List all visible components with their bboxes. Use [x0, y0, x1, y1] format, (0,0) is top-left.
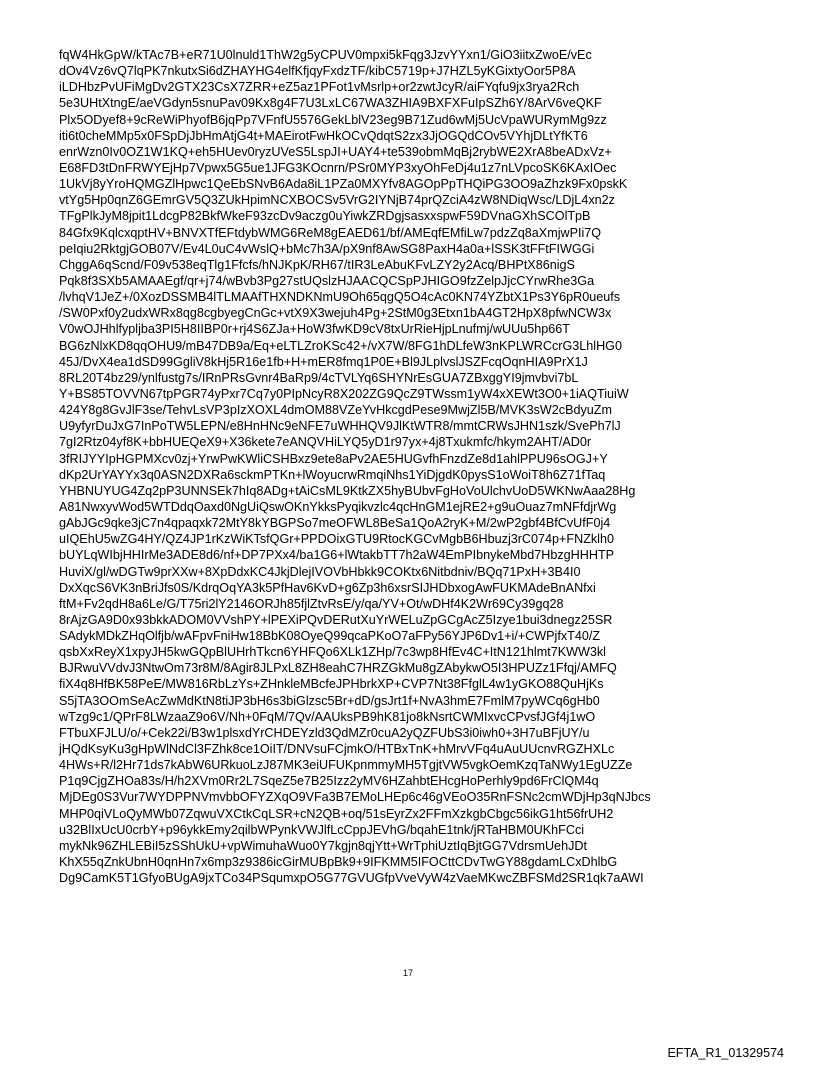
text-line: vtYg5Hp0qnZ6GEmrGV5Q3ZUkHpimNCXBOCSv5VrG2IYNjB74prQZciA4zW8NDiqWsc/LDjL4xn2z — [59, 193, 615, 208]
text-line: enrWzn0Iv0OZ1W1KQ+eh5HUev0ryzUVeS5LspJI+UAY4+te539obmMqBj2rybWE2XrA8beADxVz+ — [59, 144, 612, 159]
text-line: Pqk8f3SXb5AMAAEgf/qr+j74/wBvb3Pg27stUQslzHJAACQCSpPJHIGO9fzZelpJjcCYrwRhe3Ga — [59, 273, 595, 288]
text-line: bUYLqWIbjHHIrMe3ADE8d6/nf+DP7PXx4/ba1G6+lWtakbTT7h2aW4EmPIbnykeMbd7HbzgHHHTP — [59, 548, 615, 563]
text-line: A81NwxyvWod5WTDdqOaxd0NgUiQswOKnYkksPyqikvzlc4qcHnGM1ejRE2+g9uOuaz7mNFfdjrWg — [59, 499, 617, 514]
text-line: ftM+Fv2qdH8a6Le/G/T75ri2lY2146ORJh85fjlZtvRsE/y/qa/YV+Ot/wDHf4K2Wr69Cy39gq28 — [59, 596, 564, 611]
text-line: SAdykMDkZHqOlfjb/wAFpvFniHw18BbK08OyeQ99qcaPKoO7aFPy56YJP6Dv1+i/+CWPjfxT40/Z — [59, 629, 601, 644]
text-line: U9yfyrDuJxG7InPoTW5LEPN/e8HnHNc9eNFE7uWHHQV9JlKtWTR8/mmtCRWsJHN1szk/SvePh7lJ — [59, 419, 621, 434]
text-line: qsbXxReyX1xpyJH5kwGQpBlUHrhTkcn6YHFQo6XLk1ZHp/7c3wp8HfEv4C+ItN121hlmt7KWW3kl — [59, 645, 606, 660]
text-line: 84Gfx9KqlcxqptHV+BNVXTfEFtdybWMG6ReM8gEAED61/bf/AMEqfEMfiLw7pdzZq8aXmjwPIi7Q — [59, 225, 602, 240]
text-line: jHQdKsyKu3gHpWlNdCl3FZhk8ce1OiIT/DNVsuFCjmkO/HTBxTnK+hMrvVFq4uAuUUcnvRGZHXLc — [59, 742, 615, 757]
text-line: FTbuXFJLU/o/+Cek22i/B3w1plsxdYrCHDEYzld3QdMZr0cuA2yQZFUbS3i0iwh0+3H7uBFjUY/u — [59, 725, 590, 740]
text-line: 4HWs+R/l2Hr71ds7kAbW6URkuoLzJ87MK3eiUFUKpnmmyMH5TgjtVW5vgkOemKzqTaNWy1EgUZZe — [59, 758, 633, 773]
text-line: HuviX/gl/wDGTw9prXXw+8XpDdxKC4JkjDlejIVOVbHbkk9COKtx6Nitbdniv/BQq71PxH+3B4I0 — [59, 564, 581, 579]
text-line: dOv4Vz6vQ7lqPK7nkutxSi6dZHAYHG4elfKfjqyFxdzTF/kibC5719p+J7HZL5yKGixtyOor5P8A — [59, 64, 576, 79]
bates-number: EFTA_R1_01329574 — [667, 1046, 784, 1060]
text-line: S5jTA3OOmSeAcZwMdKtN8tiJP3bH6s3biGlzsc5Br+dD/gsJrt1f+NvA3hmE7FmlM7pyWCq6gHb0 — [59, 693, 600, 708]
text-line: peIqiu2RktgjGOB07V/Ev4L0uC4vWslQ+bMc7h3A/pX9nf8AwSG8PaxH4a0a+lSSK3tFFtFIWGGi — [59, 241, 595, 256]
text-line: KhX55qZnkUbnH0qnHn7x6mp3z9386icGirMUBpBk9+9IFKMM5IFOCttCDvTwGY88gdamLCxDhlbG — [59, 855, 618, 870]
text-line: MHP0qiVLoQyMWb07ZqwuVXCtkCqLSR+cN2QB+oq/51sEyrZx2FFmXzkgbCbgc56ikG1ht56frUH2 — [59, 806, 614, 821]
text-line: 7gI2Rtz04yf8K+bbHUEQeX9+X36kete7eANQVHiLYQ5yD1r97yx+4j8Txukmfc/hkym2AHT/AD0r — [59, 435, 592, 450]
text-line: 1UkVj8yYroHQMGZlHpwc1QeEbSNvB6Ada8iL1PZa0MXYfv8AGOpPpTHQiPG3OO9aZhzk9Fx0pskK — [59, 177, 628, 192]
text-line: BJRwuVVdvJ3NtwOm73r8M/8Agir8JLPxL8ZH8eahC7HRZGkMu8gZAbykwO5I3HPUZz1Ffqj/AMFQ — [59, 661, 617, 676]
text-line: 8RL20T4bz29/ynlfustg7s/IRnPRsGvnr4BaRp9/4cTVLYq6SHYNrEsGUA7ZBxggYI9jmvbvi7bL — [59, 370, 579, 385]
text-line: Dg9CamK5T1GfyoBUgA9jxTCo34PSqumxpO5G77GVUGfpVveVyW4zVaeMKwcZBFSMd2SR1qk7aAWI — [59, 871, 644, 886]
text-line: dKp2UrYAYYx3q0ASN2DXRa6sckmPTKn+lWoyucrwRmqiNhs1YiDjgdK0pysS1oWoiT8h6Z71fTaq — [59, 467, 606, 482]
text-line: /SW0Pxf0y2udxWRx8qg8cgbyegCnGc+vtX9X3wejuh4Pg+2StM0g3Etxn1bA4GT2HpX8pfwNCW3x — [59, 306, 612, 321]
text-line: YHBNUYUG4Zq2pP3UNNSEk7hIq8ADg+tAiCsML9KtkZX5hyBUbvFgHoVoUlchvUoD5WKNwAaa28Hg — [59, 483, 636, 498]
text-line: mykNk96ZHLEBiI5zSShUkU+vpWimuhaWuo0Y7kgjn8qjYtt+WrTphiUztIqBjtGG7VdrsmUehJDt — [59, 838, 587, 853]
text-line: 8rAjzGA9D0x93bkkADOM0VVshPY+lPEXiPQvDERutXuYrWELuZpGCgAcZ5Izye1bui3dnegz25SR — [59, 612, 613, 627]
text-line: 45J/DvX4ea1dSD99GgliV8kHj5R16e1fb+H+mER8fmq1P0E+Bl9JLplvslJSZFcqOqnHIA9PrX1J — [59, 354, 588, 369]
page-number: 17 — [402, 968, 413, 978]
text-line: wTzg9c1/QPrF8LWzaaZ9o6V/Nh+0FqM/7Qv/AAUksPB9hK81jo8kNsrtCWMIxvcCPvsfJGf4j1wO — [59, 709, 596, 724]
text-line: Y+BS85TOVVN67tpPGR74yPxr7Cq7y0PIpNcyR8X202ZG9QcZ9TWssm1yW4xXEWt3O0+1iAQTiuiW — [59, 386, 629, 401]
text-line: uIQEhU5wZG4HY/QZ4JP1rKzWiKTsfQGr+PPDOixGTU9RtocKGCvMgbB6Hbuzj3rC074p+FNZklh0 — [59, 532, 614, 547]
text-line: iti6t0cheMMp5x0FSpDjJbHmAtjG4t+MAEirotFwHkOCvQdqtS2zx3JjOGQdCOv5VYhjDLtYfKT6 — [59, 128, 588, 143]
text-line: Plx5ODyef8+9cReWiPhyofB6jqPp7VFnfU5576GekLblV23eg9B71Zud6wMj5UcVpaWURymMg9zz — [59, 112, 607, 127]
text-line: P1q9CjgZHOa83s/H/h2XVm0Rr2L7SqeZ5e7B25Izz2yMV6HZahbtEHcgHoPerhly9pd6FrClQM4q — [59, 774, 599, 789]
text-line: gAbJGc9qke3jC7n4qpaqxk72MtY8kYBGPSo7meOFWL8BeSa1QoA2ryK+M/2wP2gbf4BfCvUfF0j4 — [59, 516, 611, 531]
text-line: TFgPlkJyM8jpit1LdcgP82BkfWkeF93zcDv9aczg0uYiwkZRDgjsasxxspwF59DVnaGXhSCOlTpB — [59, 209, 591, 224]
text-line: 424Y8g8GvJlF3se/TehvLsVP3pIzXOXL4dmOM88VZeYvHkcgdPese9MwjZl5B/MVK3sW2cBdyuZm — [59, 403, 612, 418]
text-line: MjDEg0S3Vur7WYDPPNVmvbbOFYZXqO9VFa3B7EMoLHEp6c46gVEoO35RnFSNc2cmWDjHp3qNJbcs — [59, 790, 651, 805]
text-line: 5e3UHtXtngE/aeVGdyn5snuPav09Kx8g4F7U3LxLC67WA3ZHIA9BXFXFuIpSZh6Y/8ArV6veQKF — [59, 96, 602, 111]
text-line: V0wOJHhlfypljba3PI5H8IIBP0r+rj4S6ZJa+HoW3fwKD9cV8txUrRieHjpLnufmj/wUUu5hp66T — [59, 322, 570, 337]
text-line: BG6zNlxKD8qqOHU9/mB47DB9a/Eq+eLTLZroKSc42+/vX7W/8FG1hDLfeW3nKPLWRCcrG3LhlHG0 — [59, 338, 622, 353]
text-line: ChggA6qScnd/F09v538eqTlg1Ffcfs/hNJKpK/RH67/tIR3LeAbuKFvLZY2y2Acq/BHPtX86nigS — [59, 257, 575, 272]
text-line: DxXqcS6VK3nBriJfs0S/KdrqOqYA3k5PfHav6KvD+g6Zp3h6xsrSIJHDbxogAwFUKMAdeBnANfxi — [59, 580, 596, 595]
text-line: fqW4HkGpW/kTAc7B+eR71U0lnuld1ThW2g5yCPUV0mpxi5kFqg3JzvYYxn1/GiO3iitxZwoE/vEc — [59, 48, 592, 62]
text-line: u32BlIxUcU0crbY+p96ykkEmy2qilbWPynkVWJlfLcCppJEVhG/bqahE1tnk/jRTaHBM0UKhFCci — [59, 822, 585, 837]
text-line: fiX4q8HfBK58PeE/MW816RbLzYs+ZHnkleMBcfeJPHbrkXP+CVP7Nt38FfglL4w1yGKO88QuHjKs — [59, 677, 604, 692]
text-line: E68FD3tDnFRWYEjHp7Vpwx5G5ue1JFG3KOcnrn/PSr0MYP3xyOhFeDj4u1z7nLVpcoSK6KAxIOec — [59, 160, 617, 175]
text-line: 3fRIJYYIpHGPMXcv0zj+YrwPwKWliCSHBxz9ete8aPv2AE5HUGvfhFnzdZe8d1ahlPPU96sOGJ+Y — [59, 451, 608, 466]
encoded-text-block — [59, 47, 759, 886]
text-line: /lvhqV1JeZ+/0XozDSSMB4lTLMAAfTHXNDKNmU9Oh65qgQ5O4cAc0KN74YZbtX1Ps3Y6pR0ueufs — [59, 290, 621, 305]
text-line: iLDHbzPvUFiMgDv2GTX23CsX7ZRR+eZ5az1PFot1vMsrlp+or2zwtJcyR/aiFYqfu9jx3rya2Rch — [59, 80, 580, 95]
